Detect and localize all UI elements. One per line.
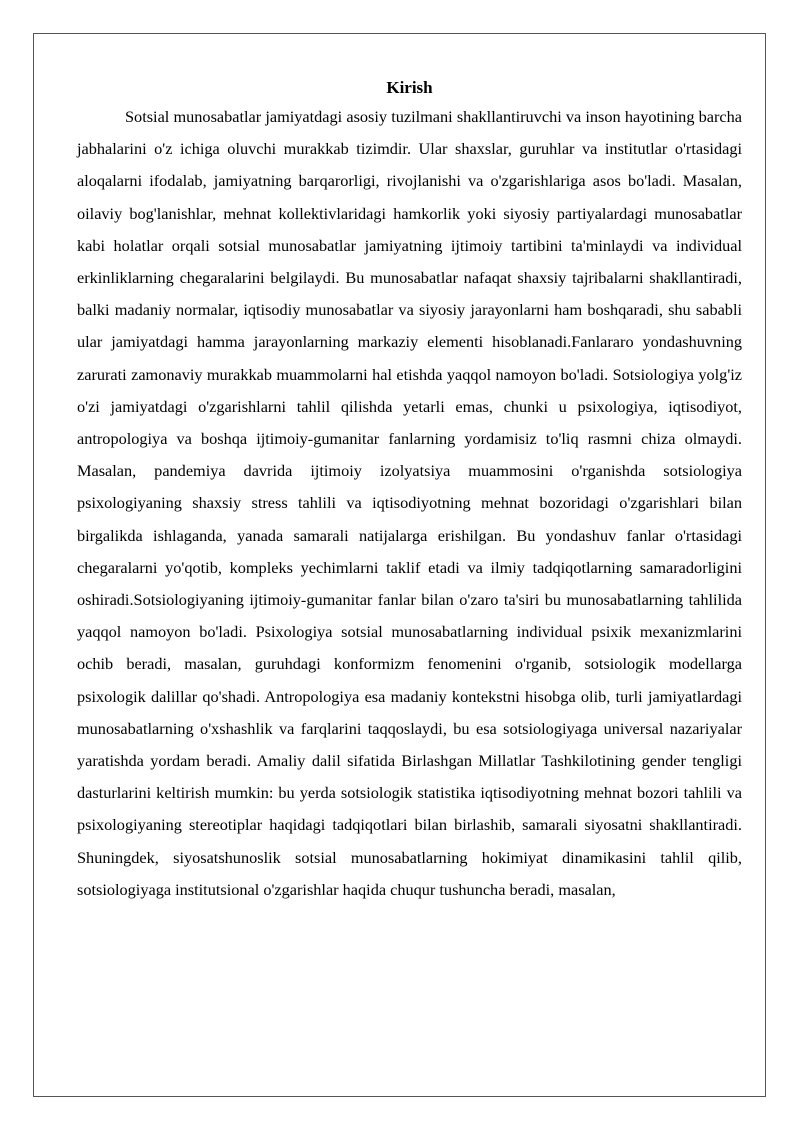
document-title: Kirish xyxy=(386,78,433,97)
body-paragraph: Sotsial munosabatlar jamiyatdagi asosiy tuzilmani shakllantiruvchi va inson hayotining barcha jabhalarini o'z ichiga oluvchi murakkab tizimdir. Ular shaxslar, guruhlar va institutlar o'rtasidagi aloqalarni ifodalab, jamiyatning barqarorligi, rivojlanishi va o'zgarishlariga asos bo'ladi. Masalan, oilaviy bog'lanishlar, mehnat kollektivlaridagi hamkorlik yoki siyosiy partiyalardagi munosabatlar kabi holatlar orqali sotsial munosabatlar jamiyatning ijtimoiy tartibini ta'minlaydi va individual erkinliklarning chegaralarini belgilaydi. Bu munosabatlar nafaqat shaxsiy tajribalarni shakllantiradi, balki madaniy normalar, iqtisodiy munosabatlar va siyosiy jarayonlarni ham boshqaradi, shu sababli ular jamiyatdagi hamma jarayonlarning markaziy elementi hisoblanadi.Fanlararo yondashuvning zarurati zamonaviy murakkab muammolarni hal etishda yaqqol namoyon bo'ladi. Sotsiologiya yolg'iz o'zi jamiyatdagi o'zgarishlarni tahlil qilishda yetarli emas, chunki u psixologiya, iqtisodiyot, antropologiya va boshqa ijtimoiy-gumanitar fanlarning yordamisiz to'liq rasmni chiza olmaydi. Masalan, pandemiya davrida ijtimoiy izolyatsiya muammosini o'rganishda sotsiologiya psixologiyaning shaxsiy stress tahlili va iqtisodiyotning mehnat bozoridagi o'zgarishlari bilan birgalikda ishlaganda, yanada samarali natijalarga erishilgan. Bu yondashuv fanlar o'rtasidagi chegaralarni yo'qotib, kompleks yechimlarni taklif etadi va ilmiy tadqiqotlarning samaradorligini oshiradi.Sotsiologiyaning ijtimoiy-gumanitar fanlar bilan o'zaro ta'siri bu munosabatlarning tahlilida yaqqol namoyon bo'ladi. Psixologiya sotsial munosabatlarning individual psixik mexanizmlarini ochib beradi, masalan, guruhdagi konformizm fenomenini o'rganib, sotsiologik modellarga psixologik dalillar qo'shadi. Antropologiya esa madaniy kontekstni hisobga olib, turli jamiyatlardagi munosabatlarning o'xshashlik va farqlarini taqqoslaydi, bu esa sotsiologiyaga universal nazariyalar yaratishda yordam beradi. Amaliy dalil sifatida Birlashgan Millatlar Tashkilotining gender tengligi dasturlarini keltirish mumkin: bu yerda sotsiologik statistika iqtisodiyotning mehnat bozori tahlili va psixologiyaning stereotiplar haqidagi tadqiqotlari bilan birlashib, samarali siyosatni shakllantiradi. Shuningdek, siyosatshunoslik sotsial munosabatlarning hokimiyat dinamikasini tahlil qilib, sotsiologiyaga institutsional o'zgarishlar haqida chuqur tushuncha beradi, masalan, xyxy=(77,107,742,899)
document-content xyxy=(77,75,742,906)
